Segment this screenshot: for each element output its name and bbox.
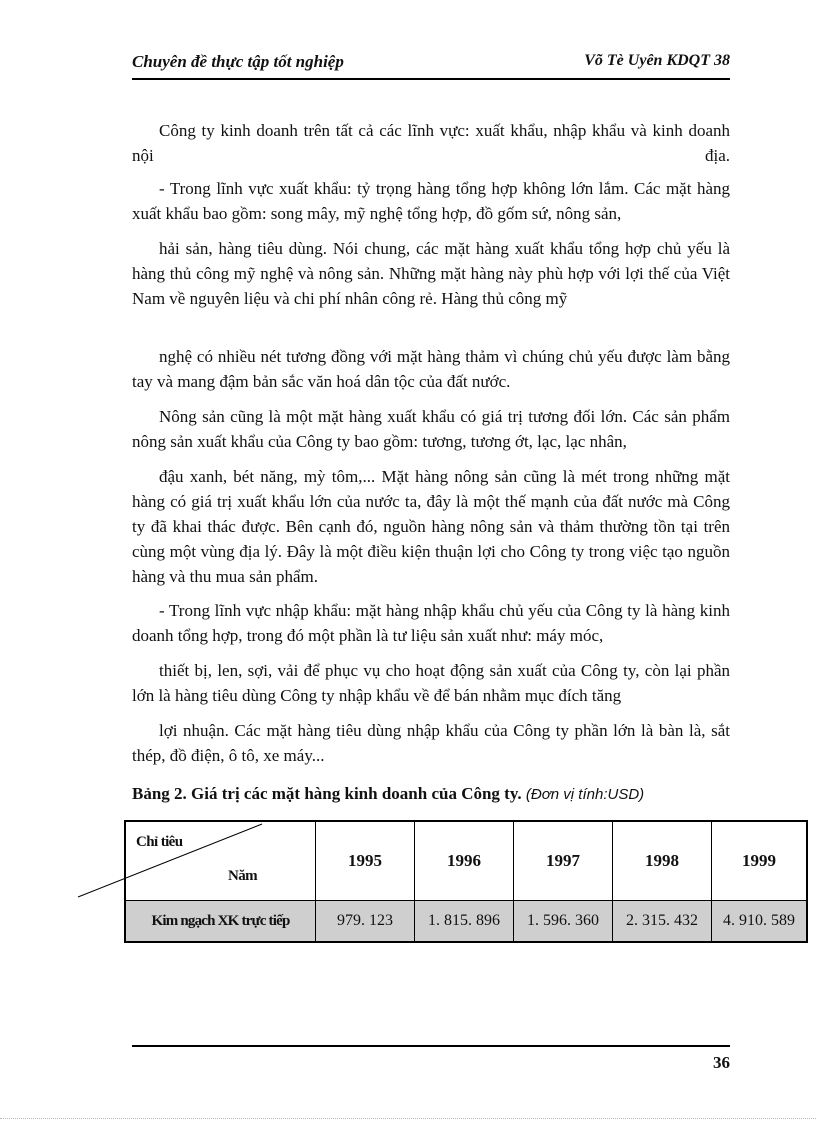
page-edge [0,1118,816,1119]
paragraph-5: Nông sản cũng là một mặt hàng xuất khẩu có giá trị tương đối lớn. Các sản phẩm nông sản xuất khẩu của Công ty bao gồm: tương, tương ớt, lạc, lạc nhân, [132,407,730,451]
table-cell: 979. 123 [316,901,415,943]
paragraph-1: Công ty kinh doanh trên tất cả các lĩnh vực: xuất khẩu, nhập khẩu và kinh doanh nội địa. [132,121,730,165]
paragraph-3: hải sản, hàng tiêu dùng. Nói chung, các mặt hàng xuất khẩu tổng hợp chủ yếu là hàng thủ công mỹ nghệ và nông sản. Những mặt hàng này phù hợp với lợi thế của Việt Nam về nguyên liệu và chi phí nhân công rẻ. Hàng thủ công mỹ [132,239,730,308]
year-header: 1998 [613,821,712,901]
year-header: 1995 [316,821,415,901]
paragraph-4: nghệ có nhiều nét tương đồng với mặt hàng thảm vì chúng chủ yếu được làm bằng tay và mang đậm bản sắc văn hoá dân tộc của đất nước. [132,347,730,391]
page-number: 36 [713,1053,730,1072]
table-cell: 4. 910. 589 [712,901,808,943]
header-title: Chuyên đề thực tập tốt nghiệp [132,52,344,71]
footer-divider [132,1045,730,1047]
year-header: 1999 [712,821,808,901]
corner-label-top: Chỉ tiêu [136,834,183,850]
paragraph-9: lợi nhuận. Các mặt hàng tiêu dùng nhập khẩu của Công ty phần lớn là bàn là, sắt thép, đồ điện, ô tô, xe máy... [132,721,730,765]
table-cell: 1. 815. 896 [415,901,514,943]
table-cell: 2. 315. 432 [613,901,712,943]
header-author: Võ Tè Uyên KDQT 38 [584,52,730,69]
year-header: 1996 [415,821,514,901]
paragraph-6: đậu xanh, bét năng, mỳ tôm,... Mặt hàng nông sản cũng là mét trong những mặt hàng có giá trị xuất khẩu lớn của nước ta, đây là một thế mạnh của đất nước mà Công ty đã khai thác được. Bên cạnh đó, nguồn hàng nông sản và thảm thường tồn tại trên cùng một vùng địa lý. Đây là một điều kiện thuận lợi cho Công ty trong việc tạo nguồn hàng và thu mua sản phẩm. [132,467,730,586]
table-cell: 1. 596. 360 [514,901,613,943]
paragraph-7: - Trong lĩnh vực nhập khẩu: mặt hàng nhập khẩu chủ yếu của Công ty là hàng kinh doanh tổng hợp, trong đó một phần là tư liệu sản xuất như: máy móc, [132,601,730,645]
table-caption-title: Bảng 2. Giá trị các mặt hàng kinh doanh của Công ty. [132,784,522,803]
corner-label-bottom: Năm [228,868,258,884]
table-caption-unit: (Đơn vị tính:USD) [525,786,645,803]
year-header: 1997 [514,821,613,901]
paragraph-2: - Trong lĩnh vực xuất khẩu: tỷ trọng hàng tổng hợp không lớn lắm. Các mặt hàng xuất khẩu bao gồm: song mây, mỹ nghệ tổng hợp, đồ gốm sứ, nông sản, [132,179,730,223]
row-label: Kim ngạch XK trực tiếp [125,901,316,943]
diagonal-line [78,824,262,897]
paragraph-8: thiết bị, len, sợi, vải để phục vụ cho hoạt động sản xuất của Công ty, còn lại phần lớn là hàng tiêu dùng Công ty nhập khẩu về để bán nhằm mục đích tăng [132,661,730,705]
